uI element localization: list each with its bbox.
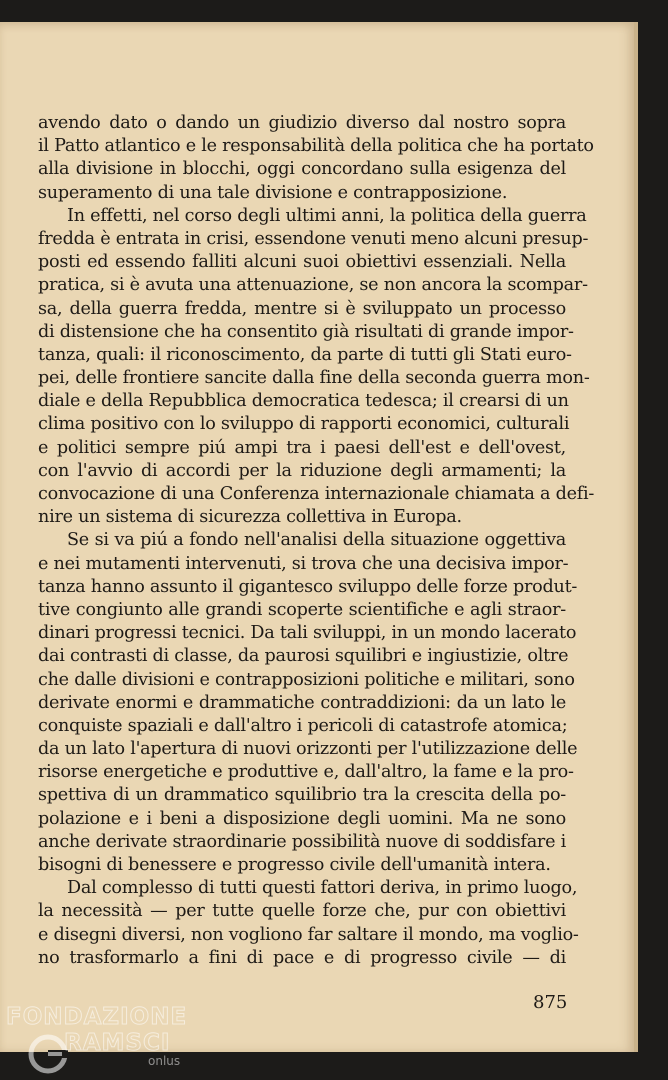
text-line: con l'avvio di accordi per la riduzione degli armamenti; la: [38, 460, 566, 481]
text-line: e politici sempre piú ampi tra i paesi dell'est e dell'ovest,: [38, 437, 566, 458]
page-edge: [634, 22, 638, 1052]
text-line: e nei mutamenti intervenuti, si trova che una decisiva impor-: [38, 553, 569, 574]
text-line: di distensione che ha consentito già risultati di grande impor-: [38, 321, 574, 342]
text-line: da un lato l'apertura di nuovi orizzonti per l'utilizzazione delle: [38, 739, 578, 760]
text-line: tive congiunto alle grandi scoperte scientifiche e agli straor-: [38, 599, 566, 620]
text-line: tanza, quali: il riconoscimento, da parte di tutti gli Stati euro-: [38, 344, 572, 365]
text-line: alla divisione in blocchi, oggi concordano sulla esigenza del: [38, 159, 566, 180]
watermark-line1: FONDAZIONE: [6, 1004, 188, 1030]
text-line: pratica, si è avuta una attenuazione, se non ancora la scompar-: [38, 275, 588, 296]
paragraph-start: Dal complesso di tutti questi fattori deriva, in primo luogo,: [67, 878, 578, 899]
text-line: la necessità — per tutte quelle forze che, pur con obiettivi: [38, 901, 566, 922]
watermark-suffix: onlus: [148, 1054, 181, 1068]
text-line: no trasformarlo a fini di pace e di progresso civile — di: [38, 947, 566, 968]
fondazione-gramsci-watermark: [6, 1004, 206, 1076]
text-line: clima positivo con lo sviluppo di rapporti economici, culturali: [38, 414, 570, 435]
text-line: avendo dato o dando un giudizio diverso dal nostro sopra: [38, 113, 566, 133]
text-line: fredda è entrata in crisi, essendone venuti meno alcuni presup-: [38, 228, 589, 249]
text-line: e disegni diversi, non vogliono far saltare il mondo, ma voglio-: [38, 924, 579, 945]
paragraph-start: Se si va piú a fondo nell'analisi della situazione oggettiva: [67, 530, 566, 551]
text-line: derivate enormi e drammatiche contraddizioni: da un lato le: [38, 692, 566, 713]
text-line: conquiste spaziali e dall'altro i pericoli di catastrofe atomica;: [38, 715, 568, 736]
text-line: convocazione di una Conferenza internazionale chiamata a defi-: [38, 484, 595, 504]
text-line: nire un sistema di sicurezza collettiva in Europa.: [38, 507, 462, 528]
watermark-line2: RAMSCI: [64, 1030, 171, 1056]
text-line: posti ed essendo falliti alcuni suoi obiettivi essenziali. Nella: [38, 252, 566, 273]
text-line: polazione e i beni a disposizione degli uomini. Ma ne sono: [38, 808, 566, 829]
text-line: anche derivate straordinarie possibilità nuove di soddisfare i: [38, 831, 566, 852]
paragraph-start: In effetti, nel corso degli ultimi anni, la politica della guerra: [67, 205, 587, 226]
body-text: [38, 112, 595, 970]
text-line: sa, della guerra fredda, mentre si è sviluppato un processo: [38, 298, 566, 319]
text-line: spettiva di un drammatico squilibrio tra la crescita della po-: [38, 785, 566, 806]
text-line: che dalle divisioni e contrapposizioni politiche e militari, sono: [38, 669, 575, 690]
page-number: 875: [533, 992, 568, 1013]
text-line: dai contrasti di classe, da paurosi squilibri e ingiustizie, oltre: [38, 646, 569, 667]
text-line: risorse energetiche e produttive e, dall'altro, la fame e la pro-: [38, 762, 574, 783]
text-line: pei, delle frontiere sancite dalla fine della seconda guerra mon-: [38, 368, 590, 389]
text-line: bisogni di benessere e progresso civile dell'umanità intera.: [38, 855, 551, 875]
text-line: dinari progressi tecnici. Da tali sviluppi, in un mondo lacerato: [38, 623, 577, 644]
text-line: diale e della Repubblica democratica tedesca; il crearsi di un: [38, 391, 569, 412]
text-line: superamento di una tale divisione e contrapposizione.: [38, 182, 508, 203]
text-line: il Patto atlantico e le responsabilità della politica che ha portato: [38, 136, 594, 157]
text-line: tanza hanno assunto il gigantesco sviluppo delle forze produt-: [38, 576, 578, 597]
